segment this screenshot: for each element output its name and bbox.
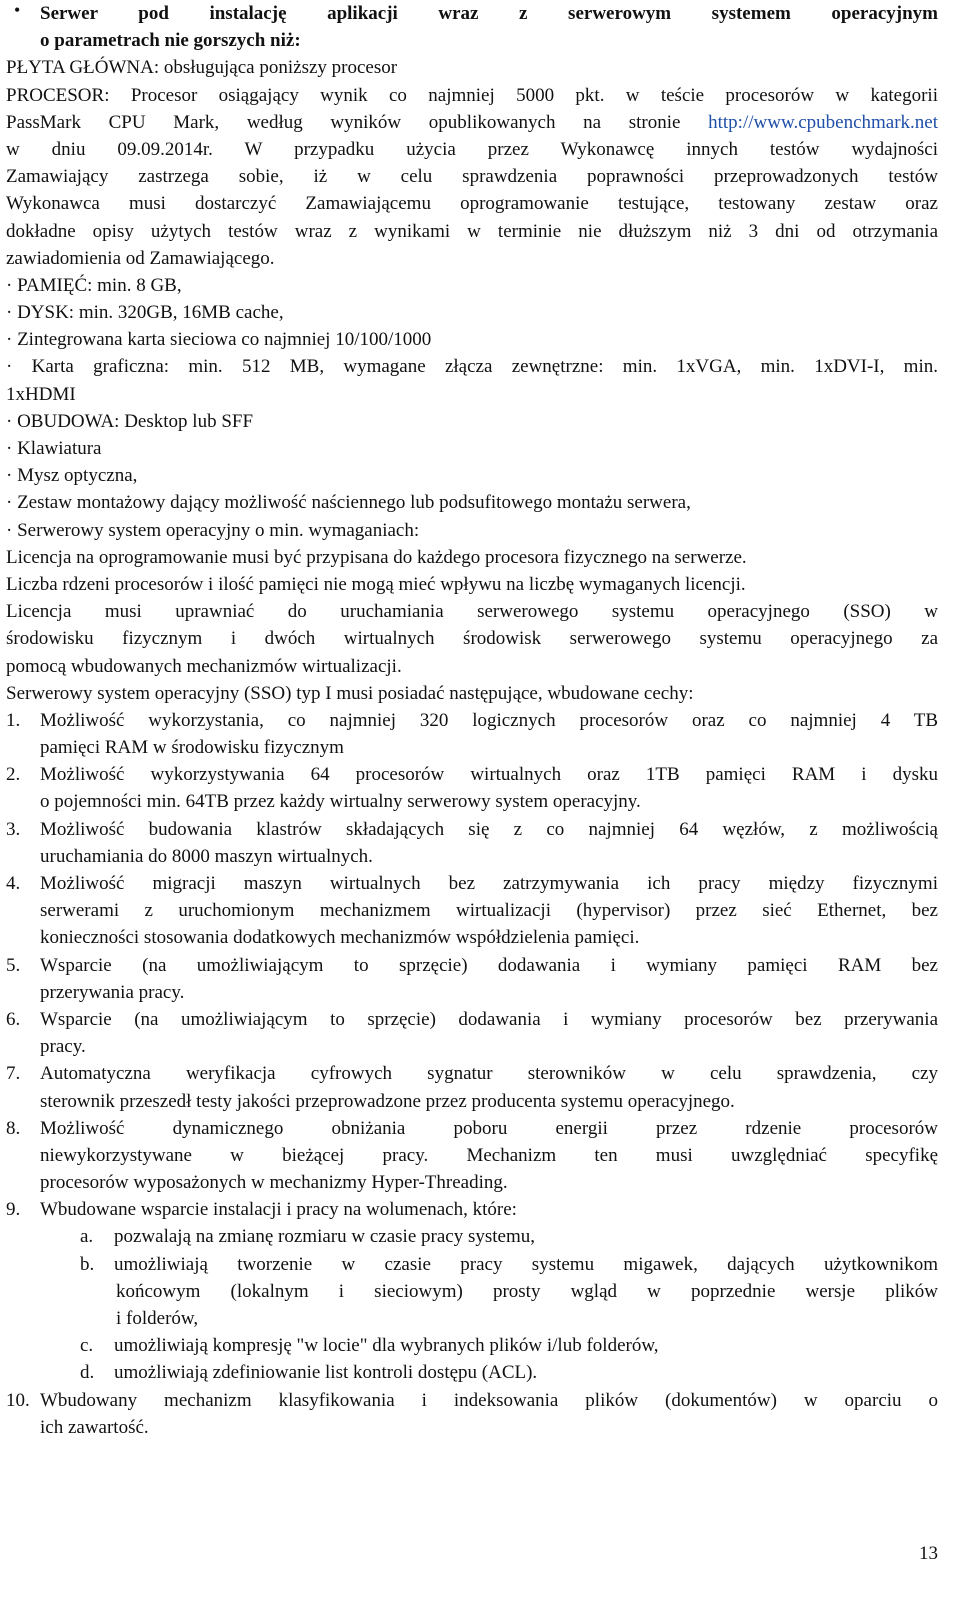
list-number: b. — [80, 1253, 95, 1275]
page-number: 13 — [919, 1543, 938, 1564]
list-number: 4. — [6, 873, 21, 894]
list-item — [6, 952, 938, 1006]
text-line: zawiadomienia od Zamawiającego. — [6, 247, 275, 269]
bullet-icon: • — [14, 0, 21, 20]
spec-line: · Mysz optyczna, — [6, 465, 138, 487]
list-item-text: serwerami z uruchomionym mechanizmem wirtualizacji (hypervisor) przez sieć Ethernet, bez — [40, 900, 938, 922]
heading-line-1: Serwer pod instalację aplikacji wraz z serwerowym systemem operacyjnym — [40, 3, 938, 24]
list-number: a. — [80, 1226, 94, 1248]
list-item — [6, 1115, 938, 1197]
list-number: 6. — [6, 1008, 21, 1030]
list-item-text: procesorów wyposażonych w mechanizmy Hyper-Threading. — [40, 1172, 508, 1194]
spec-line: · OBUDOWA: Desktop lub SFF — [6, 410, 254, 432]
list-item — [6, 870, 938, 952]
spec-line: · DYSK: min. 320GB, 16MB cache, — [6, 302, 284, 324]
list-number: 9. — [6, 1199, 21, 1221]
list-item — [6, 761, 938, 815]
list-item-text: końcowym (lokalnym i sieciowym) prosty wgląd w poprzednie wersje plików — [116, 1280, 938, 1302]
list-item — [6, 707, 938, 761]
heading-line-2: o parametrach nie gorszych niż: — [40, 30, 301, 52]
list-subitem — [6, 1251, 938, 1333]
spec-line: 1xHDMI — [6, 383, 76, 405]
list-item-text: sterownik przeszedł testy jakości przeprowadzone przez producenta systemu operacyjnego. — [40, 1090, 735, 1112]
text-line: w dniu 09.09.2014r. W przypadku użycia przez Wykonawcę innych testów wydajności — [6, 138, 938, 160]
list-item-text: przerywania pracy. — [40, 981, 185, 1003]
list-number: 10. — [6, 1389, 30, 1411]
list-item-text: i folderów, — [116, 1308, 199, 1329]
list-item-text: Możliwość wykorzystania, co najmniej 320 logicznych procesorów oraz co najmniej 4 TB — [40, 709, 938, 731]
license-line: Licencja musi uprawniać do uruchamiania serwerowego systemu operacyjnego (SSO) w — [6, 601, 938, 623]
bullet-heading — [6, 0, 938, 54]
text-line: Wykonawca musi dostarczyć Zamawiającemu oprogramowanie testujące, testowany zestaw oraz — [6, 193, 938, 215]
list-item-text: Możliwość wykorzystywania 64 procesorów wirtualnych oraz 1TB pamięci RAM i dysku — [40, 764, 938, 786]
list-number: d. — [80, 1362, 95, 1384]
passmark-text: PassMark CPU Mark, według wyników opublikowanych na stronie — [6, 111, 709, 133]
processor-line: PROCESOR: Procesor osiągający wynik co najmniej 5000 pkt. w teście procesorów w kategorii — [6, 84, 938, 106]
list-item — [6, 1060, 938, 1114]
spec-line: · Klawiatura — [6, 438, 102, 459]
license-line: pomocą wbudowanych mechanizmów wirtualizacji. — [6, 655, 402, 677]
list-item-text: Wsparcie (na umożliwiającym to sprzęcie) dodawania i wymiany pamięci RAM bez — [40, 954, 938, 976]
license-line: środowisku fizycznym i dwóch wirtualnych środowisk serwerowego systemu operacyjnego za — [6, 628, 938, 650]
list-number: 1. — [6, 709, 21, 731]
list-item-text: o pojemności min. 64TB przez każdy wirtualny serwerowy system operacyjny. — [40, 791, 641, 813]
list-item-text: pozwalają na zmianę rozmiaru w czasie pracy systemu, — [114, 1226, 535, 1248]
list-item-text: Automatyczna weryfikacja cyfrowych sygnatur sterowników w celu sprawdzenia, czy — [40, 1063, 938, 1085]
list-number: 2. — [6, 764, 21, 786]
list-item-text: Wbudowany mechanizm klasyfikowania i indeksowania plików (dokumentów) w oparciu o — [40, 1389, 938, 1411]
list-item — [6, 1196, 938, 1223]
list-item-text: ich zawartość. — [40, 1416, 149, 1438]
list-item-text: niewykorzystywane w bieżącej pracy. Mechanizm ten musi uwzględniać specyfikę — [40, 1144, 938, 1166]
document-page — [6, 0, 938, 1441]
mainboard-line: PŁYTA GŁÓWNA: obsługująca poniższy procesor — [6, 57, 398, 79]
list-number: c. — [80, 1335, 94, 1357]
list-item — [6, 1387, 938, 1441]
list-item-text: Możliwość budowania klastrów składających się z co najmniej 64 węzłów, z możliwością — [40, 818, 938, 840]
list-item-text: umożliwiają kompresję "w locie" dla wybranych plików i/lub folderów, — [114, 1335, 659, 1357]
list-item — [6, 816, 938, 870]
list-number: 7. — [6, 1063, 21, 1085]
list-item-text: konieczności stosowania dodatkowych mechanizmów współdzielenia pamięci. — [40, 927, 640, 949]
license-line: Liczba rdzeni procesorów i ilość pamięci nie mogą mieć wpływu na liczbę wymaganych licencji. — [6, 573, 746, 595]
list-number: 3. — [6, 818, 21, 840]
list-subitem — [6, 1359, 938, 1386]
list-item-text: pamięci RAM w środowisku fizycznym — [40, 737, 344, 759]
list-number: 5. — [6, 954, 21, 976]
list-number: 8. — [6, 1117, 21, 1139]
list-subitem — [6, 1223, 938, 1250]
spec-line: · Karta graficzna: min. 512 MB, wymagane złącza zewnętrzne: min. 1xVGA, min. 1xDVI-I, min. — [6, 356, 938, 378]
spec-line: · Zintegrowana karta sieciowa co najmniej 10/100/1000 — [6, 329, 432, 351]
text-line: dokładne opisy użytych testów wraz z wynikami w terminie nie dłuższym niż 3 dni od otrzymania — [6, 220, 938, 242]
text-line: Zamawiający zastrzega sobie, iż w celu sprawdzenia poprawności przeprowadzonych testów — [6, 166, 938, 188]
passmark-line — [6, 109, 938, 136]
features-intro: Serwerowy system operacyjny (SSO) typ I musi posiadać następujące, wbudowane cechy: — [6, 682, 694, 704]
list-item-text: umożliwiają tworzenie w czasie pracy systemu migawek, dających użytkownikom — [114, 1253, 938, 1275]
list-item-text: Możliwość dynamicznego obniżania poboru energii przez rdzenie procesorów — [40, 1117, 938, 1139]
list-item-text: pracy. — [40, 1036, 86, 1058]
list-item-text: Możliwość migracji maszyn wirtualnych bez zatrzymywania ich pracy między fizycznymi — [40, 873, 938, 894]
list-item — [6, 1006, 938, 1060]
license-line: Licencja na oprogramowanie musi być przypisana do każdego procesora fizycznego na serwerze. — [6, 546, 747, 568]
cpubenchmark-link[interactable]: http://www.cpubenchmark.net — [708, 111, 938, 133]
list-item-text: Wsparcie (na umożliwiającym to sprzęcie) dodawania i wymiany procesorów bez przerywania — [40, 1008, 938, 1030]
list-subitem — [6, 1332, 938, 1359]
list-item-text: uruchamiania do 8000 maszyn wirtualnych. — [40, 845, 373, 867]
spec-line: · PAMIĘĆ: min. 8 GB, — [6, 274, 182, 296]
spec-line: · Zestaw montażowy dający możliwość naściennego lub podsufitowego montażu serwera, — [6, 492, 691, 514]
spec-line: · Serwerowy system operacyjny o min. wymaganiach: — [6, 519, 420, 541]
list-item-text: Wbudowane wsparcie instalacji i pracy na wolumenach, które: — [40, 1199, 517, 1221]
features-list — [6, 707, 938, 1441]
list-item-text: umożliwiają zdefiniowanie list kontroli dostępu (ACL). — [114, 1362, 538, 1384]
